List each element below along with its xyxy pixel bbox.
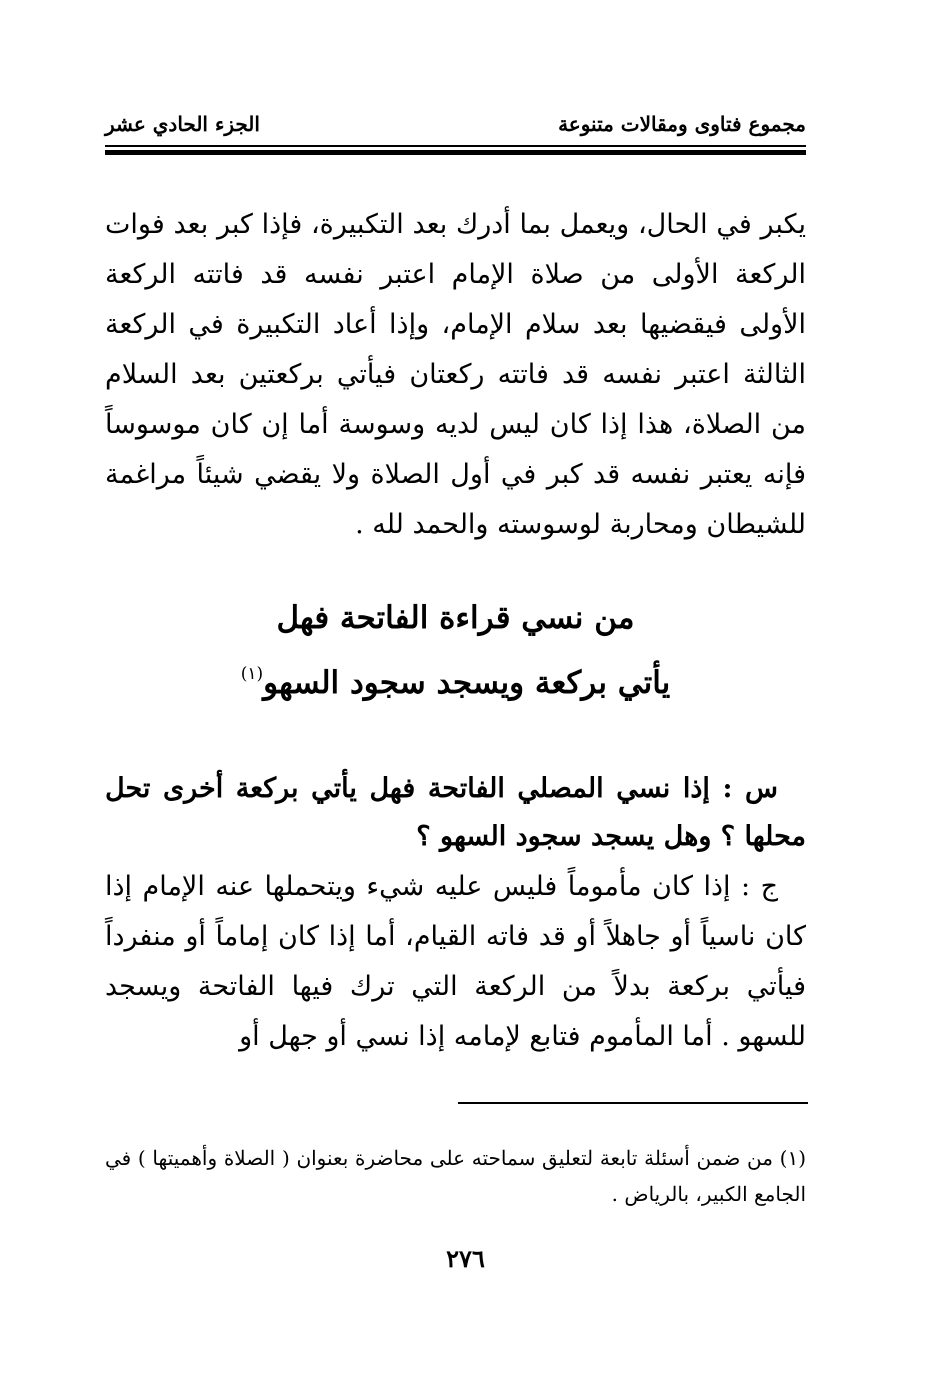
section-title-line2: يأتي بركعة ويسجد سجود السهو (263, 665, 671, 701)
running-header (105, 112, 806, 142)
book-title: مجموع فتاوى ومقالات متنوعة (558, 112, 806, 136)
section-title-line1: من نسي قراءة الفاتحة فهل (276, 600, 635, 636)
header-rule-thin (105, 145, 806, 147)
answer-body: ج : إذا كان مأموماً فليس عليه شيء ويتحملها عنه الإمام إذا كان ناسياً أو جاهلاً أو قد فاته القيام، أما إذا كان إماماً أو منفرداً فيأتي بركعة بدلاً من الركعة التي ترك فيها الفاتحة ويسجد للسهو . أما المأموم فتابع لإمامه إذا نسي أو جهل أو (105, 871, 806, 1052)
footnote-separator (458, 1102, 808, 1104)
volume-label: الجزء الحادي عشر (105, 112, 260, 136)
question-body: س : إذا نسي المصلي الفاتحة فهل يأتي بركعة أخرى تحل محلها ؟ وهل يسجد سجود السهو ؟ (105, 773, 806, 852)
intro-paragraph: يكبر في الحال، ويعمل بما أدرك بعد التكبيرة، فإذا كبر بعد فوات الركعة الأولى من صلاة الإمام اعتبر نفسه قد فاتته الركعة الأولى فيقضيها بعد سلام الإمام، وإذا أعاد التكبيرة في الركعة الثالثة اعتبر نفسه قد فاتته ركعتان فيأتي بركعتين بعد السلام من الصلاة، هذا إذا كان ليس لديه وسوسة أما إن كان موسوساً فإنه يعتبر نفسه قد كبر في أول الصلاة ولا يقضي شيئاً مراغمة للشيطان ومحاربة لوسوسته والحمد لله . (105, 209, 806, 540)
header-rule-thick (105, 150, 806, 155)
footnote-text: (١) من ضمن أسئلة تابعة لتعليق سماحته على محاضرة بعنوان ( الصلاة وأهميتها ) في الجامع الكبير، بالرياض . (105, 1146, 806, 1206)
answer-text (105, 862, 806, 1062)
question-text (105, 765, 806, 861)
footnote-reference: (١) (240, 664, 264, 684)
section-title-line2-wrap (105, 646, 806, 711)
section-heading (105, 590, 806, 711)
page-number: ٢٧٦ (446, 1244, 485, 1273)
